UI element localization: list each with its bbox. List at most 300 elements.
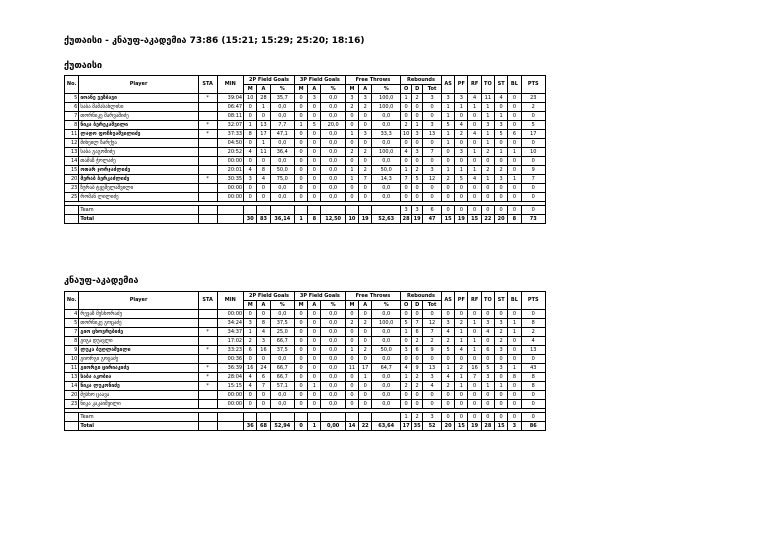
player-to: 1 [481, 382, 494, 391]
total-row-st: 20 [495, 215, 508, 224]
player-name: ნიკა კაკაიშვილი [79, 400, 198, 409]
player-fg2: 8 [257, 319, 270, 328]
player-fg3: 0,0 [321, 175, 345, 184]
player-as: 5 [441, 121, 454, 130]
total-row-min [217, 215, 244, 224]
player-as: 1 [441, 139, 454, 148]
player-ft: 2 [359, 166, 372, 175]
player-reb: 1 [412, 121, 423, 130]
player-to: 3 [481, 121, 494, 130]
player-fg2: 0 [244, 184, 257, 193]
team-row-empty [321, 206, 345, 215]
subheader-a: A [257, 301, 270, 310]
player-number: 14 [65, 157, 79, 166]
player-fg2: 7 [257, 382, 270, 391]
player-ft: 0,0 [372, 184, 401, 193]
player-number: 23 [65, 184, 79, 193]
player-ft: 0 [359, 328, 372, 337]
player-number: 13 [65, 373, 79, 382]
player-minutes: 32:07 [217, 121, 244, 130]
player-rf: 0 [468, 382, 481, 391]
player-fg2: 0 [244, 193, 257, 202]
player-st: 0 [495, 157, 508, 166]
player-ft: 0 [359, 157, 372, 166]
total-row-reb: 47 [423, 215, 442, 224]
player-ft: 1 [345, 130, 358, 139]
player-ft: 0,0 [372, 139, 401, 148]
player-st: 0 [495, 310, 508, 319]
player-rf: 4 [468, 175, 481, 184]
total-row-ft: 19 [359, 215, 372, 224]
header-player: Player [79, 76, 198, 94]
player-ft: 2 [345, 319, 358, 328]
player-fg3: 0 [294, 166, 307, 175]
player-st: 0 [495, 139, 508, 148]
player-fg3: 20,0 [321, 121, 345, 130]
team-row-reb: 1 [401, 413, 412, 422]
player-ft: 2 [345, 148, 358, 157]
total-row-no [65, 422, 79, 431]
player-name: თამაზ ჭოლაძე [79, 157, 198, 166]
total-row-rf: 15 [468, 215, 481, 224]
player-ft: 2 [359, 319, 372, 328]
player-starter [198, 355, 217, 364]
player-bl: 0 [508, 157, 521, 166]
player-to: 0 [481, 157, 494, 166]
team-row-empty [308, 206, 321, 215]
player-minutes: 20:01 [217, 166, 244, 175]
team-row-empty [345, 413, 358, 422]
player-reb: 0 [412, 103, 423, 112]
player-minutes: 15:15 [217, 382, 244, 391]
player-st: 3 [495, 175, 508, 184]
player-fg3: 0 [294, 184, 307, 193]
player-rf: 0 [468, 193, 481, 202]
player-as: 0 [441, 193, 454, 202]
player-fg2: 1 [244, 121, 257, 130]
player-ft: 0 [345, 184, 358, 193]
player-fg3: 0 [294, 355, 307, 364]
total-row-label: Total [79, 215, 198, 224]
player-pts: 4 [521, 337, 545, 346]
player-reb: 3 [423, 121, 442, 130]
player-reb: 0 [412, 400, 423, 409]
player-rf: 1 [468, 103, 481, 112]
player-fg2: 0,0 [270, 400, 294, 409]
player-reb: 9 [423, 346, 442, 355]
player-row [65, 355, 546, 364]
player-reb: 0 [401, 184, 412, 193]
player-fg2: 13 [257, 121, 270, 130]
total-row-label: Total [79, 422, 198, 431]
player-ft: 0,0 [372, 337, 401, 346]
player-fg3: 0 [294, 319, 307, 328]
box-score-table-away [64, 291, 546, 431]
player-pts: 0 [521, 139, 545, 148]
player-bl: 0 [508, 121, 521, 130]
player-row [65, 103, 546, 112]
player-pts: 8 [521, 319, 545, 328]
total-row-reb: 19 [412, 215, 423, 224]
player-ft: 0,0 [372, 121, 401, 130]
player-name: გიორგი გოცაძე [79, 355, 198, 364]
player-reb: 3 [423, 373, 442, 382]
subheader-o: O [401, 85, 412, 94]
team-row-empty [270, 206, 294, 215]
player-starter: * [198, 121, 217, 130]
player-number: 20 [65, 391, 79, 400]
player-fg2: 0 [257, 157, 270, 166]
player-rf: 0 [468, 121, 481, 130]
total-row-st: 15 [495, 422, 508, 431]
team-row-as: 0 [441, 413, 454, 422]
player-row [65, 139, 546, 148]
player-ft: 0 [359, 112, 372, 121]
subheader-a: A [257, 85, 270, 94]
player-pf: 2 [455, 130, 468, 139]
player-as: 4 [441, 373, 454, 382]
team-row-bl: 0 [508, 206, 521, 215]
player-row [65, 157, 546, 166]
player-fg2: 75,0 [270, 175, 294, 184]
player-reb: 0 [401, 139, 412, 148]
player-fg2: 0,0 [270, 355, 294, 364]
player-fg2: 0 [257, 391, 270, 400]
total-row-sta [198, 215, 217, 224]
player-ft: 0,0 [372, 355, 401, 364]
player-pf: 4 [455, 346, 468, 355]
player-ft: 100,0 [372, 319, 401, 328]
player-row [65, 328, 546, 337]
player-reb: 0 [412, 139, 423, 148]
total-row-min [217, 422, 244, 431]
player-fg2: 0 [244, 310, 257, 319]
player-name: რომან ლილიძე [79, 193, 198, 202]
player-fg3: 0,0 [321, 166, 345, 175]
player-reb: 6 [412, 346, 423, 355]
player-pts: 8 [521, 382, 545, 391]
total-row-fg2: 30 [244, 215, 257, 224]
player-starter: * [198, 94, 217, 103]
player-number: 23 [65, 400, 79, 409]
player-starter [198, 337, 217, 346]
player-as: 4 [441, 328, 454, 337]
player-ft: 0,0 [372, 373, 401, 382]
team-row-empty [308, 413, 321, 422]
player-fg3: 0 [294, 112, 307, 121]
player-fg3: 0,0 [321, 139, 345, 148]
player-name: ოთარ ჯორჯაძლიძე [79, 166, 198, 175]
player-fg2: 11 [257, 148, 270, 157]
header-bl: BL [508, 76, 521, 94]
player-number: 25 [65, 193, 79, 202]
player-rf: 0 [468, 355, 481, 364]
player-reb: 0 [401, 391, 412, 400]
player-fg2: 37,5 [270, 346, 294, 355]
player-minutes: 04:50 [217, 139, 244, 148]
player-ft: 3 [359, 94, 372, 103]
subheader-pct: % [321, 301, 345, 310]
player-st: 3 [495, 364, 508, 373]
box-score-table-home [64, 75, 546, 224]
team-row-empty [257, 413, 270, 422]
player-number: 20 [65, 175, 79, 184]
player-ft: 17 [359, 364, 372, 373]
total-row-fg2: 52,94 [270, 422, 294, 431]
player-reb: 0 [423, 184, 442, 193]
total-row-fg3: 0 [294, 422, 307, 431]
player-fg3: 0,0 [321, 382, 345, 391]
player-reb: 1 [401, 328, 412, 337]
player-fg2: 66,7 [270, 364, 294, 373]
player-row [65, 310, 546, 319]
player-ft: 50,0 [372, 166, 401, 175]
header-pts: PTS [521, 76, 545, 94]
header-free-throws: Free Throws [345, 292, 400, 301]
subheader-m: M [294, 85, 307, 94]
player-row [65, 112, 546, 121]
player-fg2: 57,1 [270, 382, 294, 391]
header-3p-field-goals: 3P Field Goals [294, 292, 345, 301]
player-ft: 0 [359, 139, 372, 148]
player-st: 3 [495, 121, 508, 130]
player-fg3: 0 [294, 400, 307, 409]
player-ft: 0 [345, 400, 358, 409]
player-name: მიხეილ ზარქუა [79, 139, 198, 148]
player-pts: 23 [521, 94, 545, 103]
player-fg3: 0,0 [321, 310, 345, 319]
player-rf: 0 [468, 157, 481, 166]
player-fg3: 0 [308, 364, 321, 373]
player-ft: 64,7 [372, 364, 401, 373]
player-starter: * [198, 373, 217, 382]
total-row-sta [198, 422, 217, 431]
player-fg3: 0 [294, 310, 307, 319]
player-fg2: 3 [257, 337, 270, 346]
header-sta: STA [198, 76, 217, 94]
player-fg2: 3 [244, 175, 257, 184]
team-row-no [65, 413, 79, 422]
subheader-d: D [412, 301, 423, 310]
player-fg3: 0 [294, 328, 307, 337]
player-bl: 0 [508, 94, 521, 103]
subheader-pct: % [321, 85, 345, 94]
player-fg3: 5 [308, 121, 321, 130]
player-fg2: 0 [244, 139, 257, 148]
team-row-sta [198, 413, 217, 422]
player-starter [198, 157, 217, 166]
player-bl: 1 [508, 319, 521, 328]
player-st: 0 [495, 184, 508, 193]
player-reb: 3 [423, 94, 442, 103]
player-fg2: 28 [257, 94, 270, 103]
player-minutes: 37:33 [217, 130, 244, 139]
player-bl: 0 [508, 400, 521, 409]
player-rf: 1 [468, 346, 481, 355]
player-pf: 0 [455, 193, 468, 202]
header-row [65, 292, 546, 301]
player-fg3: 0 [294, 94, 307, 103]
player-reb: 2 [412, 166, 423, 175]
team-name-home: ქუთაისი [64, 61, 103, 71]
team-row-rf: 0 [468, 413, 481, 422]
player-fg3: 0 [308, 175, 321, 184]
player-fg3: 0 [294, 346, 307, 355]
player-reb: 2 [401, 121, 412, 130]
player-starter [198, 112, 217, 121]
player-name: მერაბ ბერკაძლიძე [79, 175, 198, 184]
player-as: 1 [441, 112, 454, 121]
team-row-reb: 3 [401, 206, 412, 215]
team-row-empty [244, 413, 257, 422]
player-reb: 2 [412, 382, 423, 391]
player-reb: 3 [423, 166, 442, 175]
team-row-empty [257, 206, 270, 215]
player-fg2: 17 [257, 130, 270, 139]
player-number: 7 [65, 328, 79, 337]
team-row-to: 0 [481, 206, 494, 215]
player-to: 6 [481, 346, 494, 355]
player-ft: 0 [359, 184, 372, 193]
player-to: 0 [481, 310, 494, 319]
player-fg2: 16 [257, 346, 270, 355]
total-row-bl: 3 [508, 422, 521, 431]
player-minutes: 34:37 [217, 328, 244, 337]
player-fg2: 37,5 [270, 319, 294, 328]
player-reb: 0 [423, 355, 442, 364]
player-reb: 0 [412, 157, 423, 166]
player-as: 2 [441, 337, 454, 346]
header-pf: PF [455, 76, 468, 94]
player-ft: 3 [359, 130, 372, 139]
total-row-fg3: 1 [294, 215, 307, 224]
total-row-to: 22 [481, 215, 494, 224]
player-reb: 3 [401, 346, 412, 355]
player-st: 1 [495, 148, 508, 157]
player-as: 1 [441, 364, 454, 373]
player-reb: 13 [423, 364, 442, 373]
player-fg2: 47,1 [270, 130, 294, 139]
player-ft: 2 [345, 103, 358, 112]
player-fg2: 4 [244, 382, 257, 391]
player-ft: 14,3 [372, 175, 401, 184]
player-fg2: 4 [244, 148, 257, 157]
total-row-ft: 63,64 [372, 422, 401, 431]
player-minutes: 00:36 [217, 355, 244, 364]
player-ft: 1 [345, 166, 358, 175]
player-name: გიორგი ცირიაკიძე [79, 364, 198, 373]
total-row-as: 20 [441, 422, 454, 431]
player-reb: 1 [401, 94, 412, 103]
player-fg2: 0,0 [270, 391, 294, 400]
player-pts: 7 [521, 175, 545, 184]
player-name: გიო ცხოვრებიძე [79, 328, 198, 337]
total-row-fg2: 68 [257, 422, 270, 431]
team-row-label: Team [79, 413, 198, 422]
player-reb: 1 [401, 373, 412, 382]
player-fg3: 0 [308, 319, 321, 328]
player-as: 1 [441, 103, 454, 112]
player-to: 5 [481, 364, 494, 373]
player-fg3: 0 [294, 130, 307, 139]
player-fg3: 0 [308, 373, 321, 382]
player-ft: 2 [359, 148, 372, 157]
total-row-bl: 8 [508, 215, 521, 224]
player-fg3: 0 [308, 103, 321, 112]
player-bl: 1 [508, 175, 521, 184]
total-row-ft: 22 [359, 422, 372, 431]
player-fg3: 1 [308, 382, 321, 391]
player-name: ნიკა ბერეკაშვილი [79, 121, 198, 130]
player-bl: 0 [508, 139, 521, 148]
header-no: No. [65, 292, 79, 310]
player-fg2: 2 [244, 337, 257, 346]
player-reb: 5 [401, 319, 412, 328]
player-row [65, 346, 546, 355]
team-row-to: 0 [481, 413, 494, 422]
total-row-pf: 15 [455, 422, 468, 431]
player-reb: 0 [401, 337, 412, 346]
player-pf: 0 [455, 157, 468, 166]
subheader-o: O [401, 301, 412, 310]
player-st: 4 [495, 94, 508, 103]
player-pf: 0 [455, 391, 468, 400]
player-fg2: 0 [257, 184, 270, 193]
player-fg2: 0,0 [270, 139, 294, 148]
player-as: 3 [441, 319, 454, 328]
player-rf: 1 [468, 166, 481, 175]
player-fg2: 0 [244, 391, 257, 400]
player-pts: 5 [521, 121, 545, 130]
player-ft: 0,0 [372, 310, 401, 319]
player-fg3: 0 [294, 391, 307, 400]
player-number: 8 [65, 121, 79, 130]
header-rf: RF [468, 76, 481, 94]
player-fg2: 36,4 [270, 148, 294, 157]
player-as: 0 [441, 157, 454, 166]
total-row-fg3: 1 [308, 422, 321, 431]
team-row-st: 0 [495, 206, 508, 215]
player-fg2: 0 [244, 400, 257, 409]
player-fg2: 4 [244, 166, 257, 175]
subheader-pct: % [270, 85, 294, 94]
player-reb: 0 [401, 310, 412, 319]
player-starter [198, 103, 217, 112]
player-bl: 0 [508, 184, 521, 193]
total-row-reb: 17 [401, 422, 412, 431]
team-row-reb: 6 [423, 206, 442, 215]
player-reb: 4 [423, 382, 442, 391]
player-row [65, 337, 546, 346]
player-reb: 0 [401, 400, 412, 409]
player-rf: 1 [468, 337, 481, 346]
header-player: Player [79, 292, 198, 310]
team-row-label: Team [79, 206, 198, 215]
team-row-empty [294, 206, 307, 215]
subheader-m: M [345, 301, 358, 310]
subheader-m: M [345, 85, 358, 94]
player-reb: 6 [412, 328, 423, 337]
player-row [65, 148, 546, 157]
player-to: 1 [481, 175, 494, 184]
player-minutes: 00:00 [217, 310, 244, 319]
player-ft: 0 [345, 373, 358, 382]
player-fg2: 66,7 [270, 373, 294, 382]
player-ft: 0 [359, 337, 372, 346]
player-reb: 0 [412, 355, 423, 364]
player-bl: 0 [508, 382, 521, 391]
player-name: თორნიკე შარვაშიძე [79, 112, 198, 121]
